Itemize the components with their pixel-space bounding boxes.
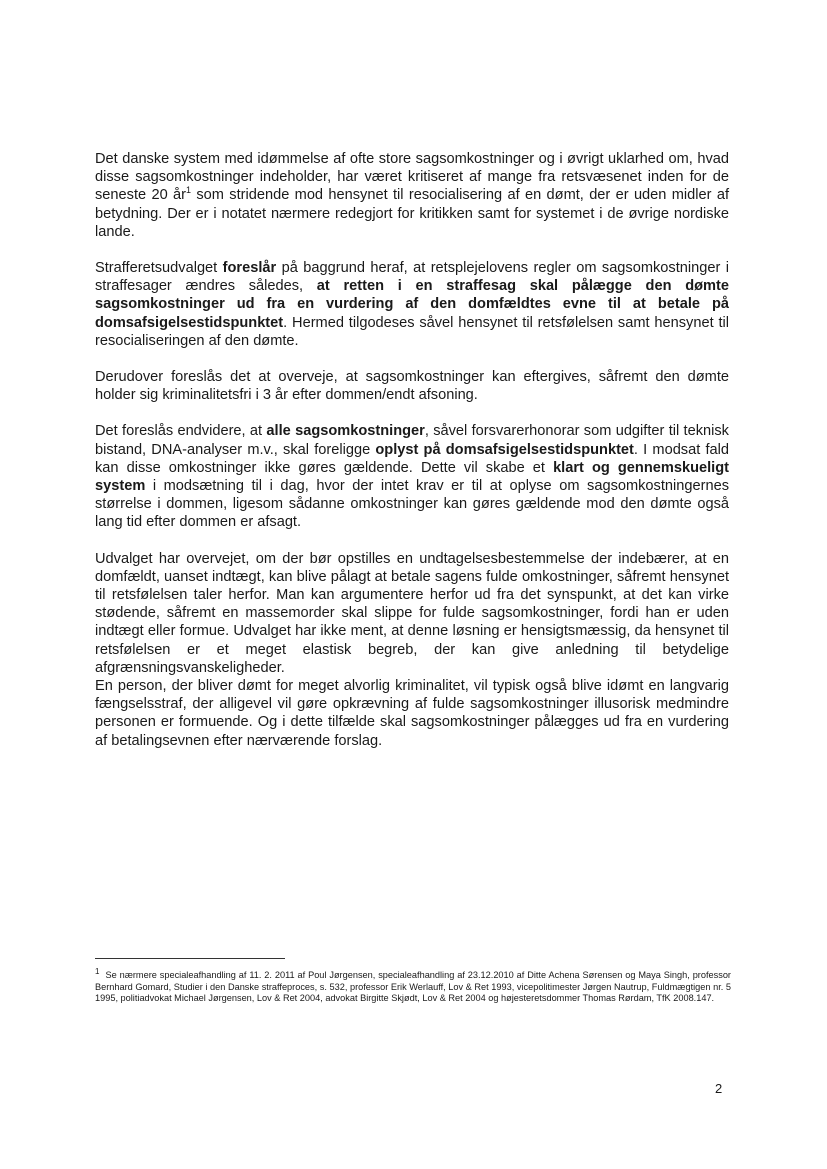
- page-number: 2: [715, 1081, 723, 1096]
- footnote-reference: 1: [186, 185, 192, 196]
- paragraph-text: Det foreslås endvidere, at: [95, 423, 267, 440]
- paragraph-text: på baggrund heraf, at retsplejelovens regler om sagsomkostninger i straffesager ændres således,: [95, 260, 729, 295]
- paragraph-text: En person, der bliver dømt for meget alvorlig kriminalitet, vil typisk også blive idømt en langvarig fængselsstraf, der alligevel vil gøre opkrævning af fulde sagsomkostninger illusorisk medmindre personen er formuende. Og i dette tilfælde skal sagsomkostninger pålægges ud fra en vurdering af betalingsevnen efter nærværende forslag.: [95, 678, 729, 749]
- paragraph-text: Strafferetsudvalget: [95, 260, 223, 277]
- paragraph-text: . I modsat fald kan disse omkostninger ikke gøres gældende. Dette vil skabe et: [95, 441, 729, 476]
- emphasis-text: oplyst på domsafsigelsestidspunktet: [375, 441, 634, 458]
- paragraph-text: i modsætning til i dag, hvor der intet krav er til at oplyse om sagsomkostningernes størrelse i dommen, ligesom sådanne omkostninger kan gøres gældende mod den dømte også lang tid efter dommen er afsagt.: [95, 478, 729, 531]
- paragraph: [95, 150, 729, 241]
- paragraph: [95, 422, 729, 531]
- emphasis-text: alle sagsomkostninger: [266, 423, 425, 440]
- emphasis-text: klart og gennemskueligt system: [95, 459, 729, 495]
- paragraph-text: Derudover foreslås det at overveje, at sagsomkostninger kan eftergives, såfremt den dømte holder sig kriminalitetsfri i 3 år efter dommen/endt afsoning.: [95, 369, 729, 404]
- paragraph-text: , såvel forsvarerhonorar som udgifter til teknisk bistand, DNA-analyser m.v., skal foreligge: [95, 423, 729, 458]
- footnote-divider: [95, 958, 285, 959]
- paragraph: [95, 550, 729, 677]
- paragraph: [95, 677, 729, 750]
- footnote-text: Se nærmere specialeafhandling af 11. 2. 2011 af Poul Jørgensen, specialeafhandling af 23.12.2010 af Ditte Achena Sørensen og Maya Singh, professor Bernhard Gomard, Studier i den Danske straffeproces, s. 532, professor Erik Werlauff, Lov & Ret 1993, vicepolitimester Jørgen Nautrup, Fuldmægtigen nr. 5 1995, politiadvokat Michael Jørgensen, Lov & Ret 2004, advokat Birgitte Skjødt, Lov & Ret 2004 og højesteretsdommer Thomas Rørdam, TfK 2008.147.: [95, 970, 731, 1004]
- footnote: [95, 966, 731, 1005]
- paragraph-text: som stridende mod hensynet til resocialisering af en dømt, der er uden midler af betydning. Der er i notatet nærmere redegjort for kritikken samt for systemet i de øvrige nordiske lande.: [95, 187, 729, 240]
- emphasis-text: foreslår: [222, 260, 277, 277]
- document-body: [95, 150, 729, 750]
- paragraph: [95, 368, 729, 404]
- paragraph-text: Det danske system med idømmelse af ofte store sagsomkostninger og i øvrigt uklarhed om, hvad disse sagsomkostninger indeholder, har været kritiseret af mange fra retsvæsenet inden for de seneste 20 år: [95, 151, 729, 204]
- paragraph-text: Udvalget har overvejet, om der bør opstilles en undtagelsesbestemmelse der indebærer, at en domfældt, uanset indtægt, kan blive pålagt at betale sagens fulde omkostninger, såfremt hensynet til retsfølelsen taler herfor. Man kan argumentere herfor ud fra det synspunkt, at det kan virke stødende, såfremt en massemorder skal slippe for fulde sagsomkostninger, fordi han er uden indtægt eller formue. Udvalget har ikke ment, at denne løsning er hensigtsmæssig, da hensynet til retsfølelsen er et meget elastisk begreb, der kan give anledning til betydelige afgrænsningsvanskeligheder.: [95, 550, 729, 676]
- footnote-mark: 1: [95, 967, 100, 976]
- paragraph-text: . Hermed tilgodeses såvel hensynet til retsfølelsen samt hensynet til resocialiseringen af den dømte.: [95, 314, 729, 349]
- emphasis-text: at retten i en straffesag skal pålægge den dømte sagsomkostninger ud fra en vurdering af den domfældtes evne til at betale på domsafsigelsestidspunktet: [95, 278, 729, 331]
- paragraph: [95, 259, 729, 350]
